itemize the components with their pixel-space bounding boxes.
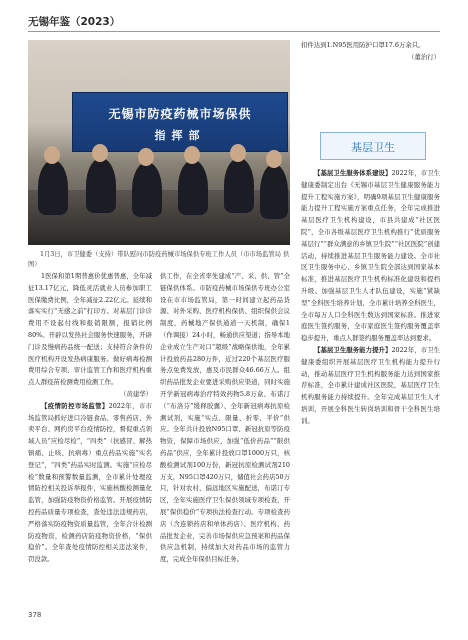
paragraph-body: 2022年，市卫生健康委组织开展基层医疗卫生机构能力提升行动，推动基层医疗卫生机构服务能力达到国家推荐标准，全市累计建成社区医院，基层医疗卫生机构服务能力持续提升。全年完成基层卫生人才培训，开展全科医生转岗培训和骨干全科医生培训。 bbox=[301, 345, 441, 425]
banner-text-line2: 指挥部 bbox=[154, 129, 206, 142]
section-heading-box bbox=[320, 132, 426, 160]
person-figure bbox=[224, 158, 254, 213]
author-credit: （黄建华） bbox=[120, 389, 152, 398]
person-head bbox=[44, 146, 60, 164]
text-column-1 bbox=[28, 271, 152, 566]
paragraph: 1医保和第1期普惠价优惠普惠，全年减征13.17亿元，降低灵活就业人员参加职工医保缴费比例，全年减征2.22亿元。延续和落实实行“无感之前”打印方。对基层门诊诊费用不设起付线和报销限额，报销比例80%。开辟以发热社会服务快速服务，开辟门诊及慢病药品统一配送；支持符合条件的医疗机构开设发热病康服务。做好病毒检测费用综合专项、审计监管工作和医疗机构重点人群疫苗检测费用检测工作。 bbox=[28, 272, 152, 387]
paragraph bbox=[28, 401, 152, 566]
person-head bbox=[266, 150, 282, 168]
header-divider bbox=[28, 31, 440, 32]
text-column-3-continued bbox=[301, 168, 440, 428]
paragraph: 供工作，在全省率先建成“产、采、供、管”全链保供体系。市防疫药械市场保供专班办公室设在市市场监管局，第一时间建立起药品货源、对外采购、医疗机构保供、组织保供会议制度，药械地产保供通道一天机制，确保1（作调接）24小时，畅通供应渠道；指导本地企业成立生产对口“超级”战略保供地，全年累计投放药品280万件，近过220个基层医疗服务点免费发放，惠及市民群众46.66万人。组织药品批发企业要进采购供应渠道，同时实施开学新冠病毒治疗特效药物5.8万盒、布诺汀（“布洛芬”缓释胶囊）、全年新冠病毒抗原检测试剂，实施“实点、限量、折零、平价”供应。全年共计投放N95口罩、新冠抗原等防疫物资，保障市场供应，加强“低价药品”“限供药品”供应，全年累计投放口罩1000万只，核酸检测试剂100万份，新冠抗原检测试剂210万支，N95口罩420万只，储值社会药店50万只，针对农村、偏远地区实施配送，布诺汀专区，全年实施医疗卫生保供领域专项检查，开展“保供稳价”专项执法检查行动。专项检查药店（含连锁药店和单体药店）、医疗机构、药品批发企业，完善市场保供应急预案和药品保供应急机制，持续加大对药品市场的监管力度，完成全年保供目标任务。 bbox=[160, 272, 290, 564]
person-figure bbox=[132, 162, 162, 217]
banner-text-line1: 无锡市防疫药械市场保供 bbox=[108, 107, 252, 121]
section-heading: 基层卫生 bbox=[351, 141, 395, 154]
person-figure bbox=[178, 160, 208, 215]
person-head bbox=[230, 144, 246, 162]
person-head bbox=[138, 148, 154, 166]
paragraph bbox=[301, 345, 440, 428]
person-figure bbox=[260, 164, 288, 219]
text-column-2 bbox=[160, 271, 290, 566]
text-column-3 bbox=[301, 40, 440, 64]
yearbook-running-title: 无锡年鉴（2023） bbox=[28, 16, 121, 28]
paragraph bbox=[301, 168, 440, 345]
person-head bbox=[92, 144, 108, 162]
paragraph-body: 2022年，市卫生健康委制定出台《无锡市基层卫生健康服务能力提升工程实施方案》，明确9项基层卫生健康服务能力提升工程实施方案重点任务，全年完成推进基层医疗卫生机构建设，市县共建成“社区医院”，全市各级基层医疗卫生机构推行“优质服务基层行”“群众满意的乡镇卫生院”“社区医院”创建活动，持续推进基层卫生服务能力建设。全市社区卫生服务中心、乡镇卫生院全部达到国家基本标准，推进基层医疗卫生机构标准化建设和提档升级。加强基层卫生人才队伍建设，实施“紧缺型”全科医生培养计划，全市累计培养全科医生，全市每万人口全科医生数达到国家标准。推进家庭医生签约服务，全市家庭医生签约服务覆盖率稳步提升，重点人群签约服务覆盖率达到要求。 bbox=[301, 169, 441, 343]
section-lead: 【基层卫生服务体系建设】 bbox=[314, 169, 392, 177]
section-lead: 【基层卫生服务能力提升】 bbox=[314, 345, 392, 354]
person-figure bbox=[86, 158, 116, 213]
paragraph-body: 2022年，市市场监管局抓好进口冷链食品、零售药店、外卖平台、网约房平台疫情防控，督促重点领域人员“应检尽检”，“四类”（抗感冒、解热镇痛、止咳、抗病毒）重点药品实施“实名登记”，“四类”药品实时监测。实施“应检尽检”数量和预警数量监测，全市累计处理疫情防控相关投诉举报件，实施核酸检测量化监管，加强防疫物资价格监管。开展疫情防控药品质量专项检查，查处违法违规药店，严格落实防疫物资质量监管，全年合计检测防疫物资，检测药店防疫物资价格，“保供稳价”。全年查处疫情防控相关违法案件，罚没款。 bbox=[28, 401, 153, 564]
meeting-banner bbox=[72, 92, 288, 152]
section-lead: 【疫情防控市场监管】 bbox=[41, 401, 109, 410]
meeting-photo bbox=[28, 40, 290, 245]
photo-caption: 1月3日，市卫健委（支持）带队慰问市防疫药械市场保供专班工作人员（市市场监管局 供图） bbox=[28, 251, 290, 268]
person-figure bbox=[38, 160, 68, 215]
author-credit: （董治行） bbox=[408, 52, 440, 61]
page-number: 378 bbox=[28, 611, 42, 619]
person-head bbox=[184, 146, 200, 164]
paragraph: 扣件达到1.N95医用防护口罩17.6万余只。 bbox=[301, 41, 425, 49]
